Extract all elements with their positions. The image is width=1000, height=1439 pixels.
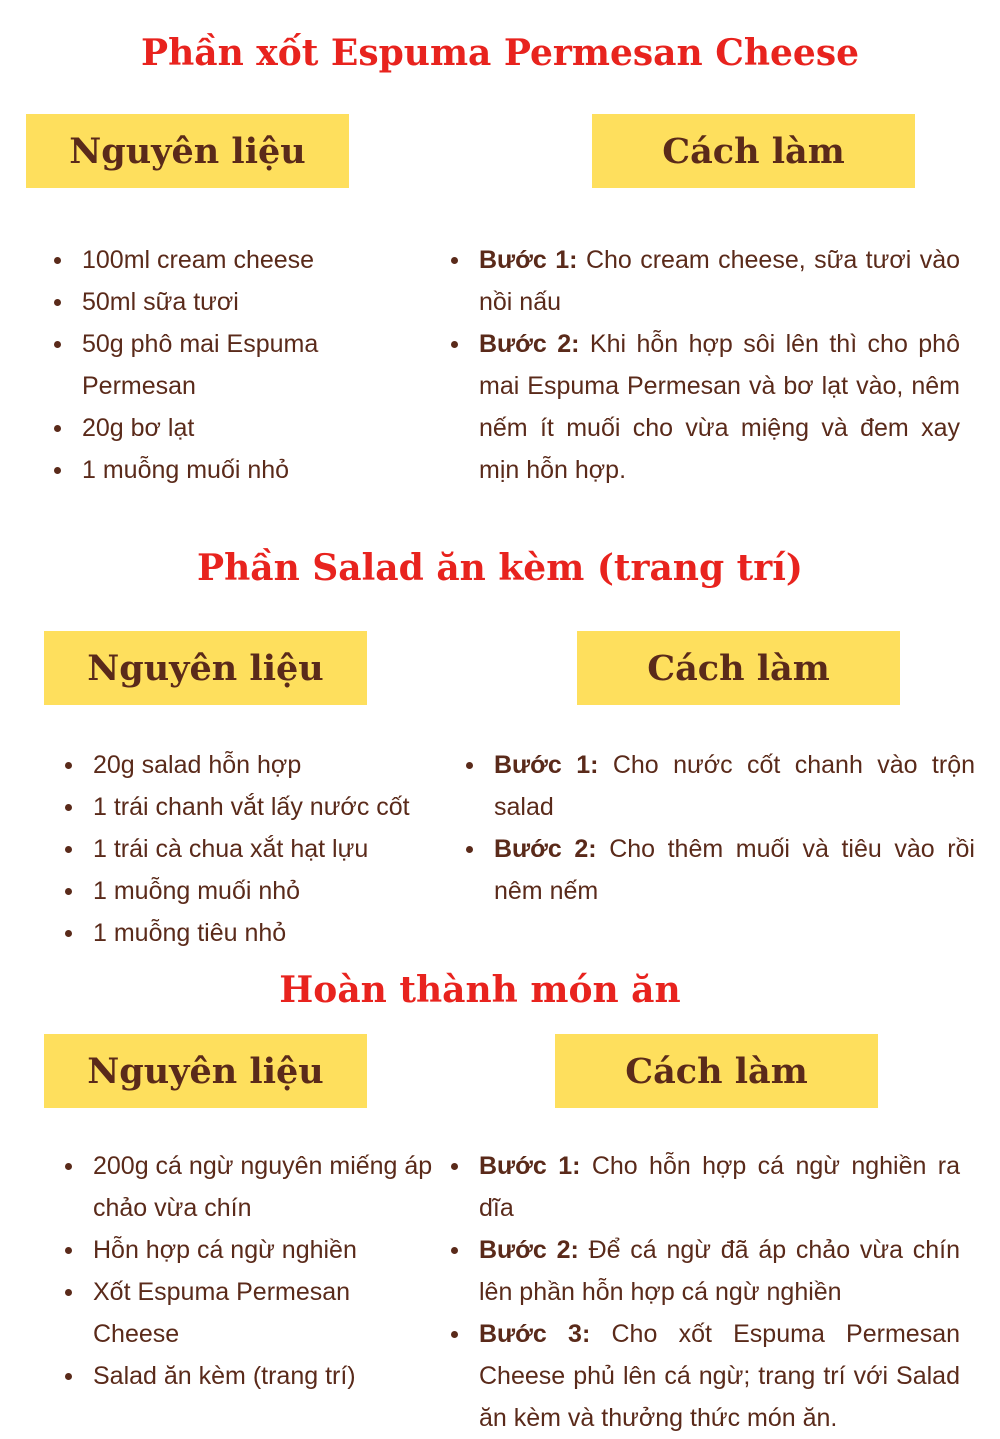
method-badge-finish: Cách làm [555,1034,878,1108]
step-text: Cho thêm muối và tiêu vào rồi nêm nếm [494,835,975,905]
list-item: 20g salad hỗn hợp [63,744,433,786]
ingredients-badge-salad: Nguyên liệu [44,631,367,705]
list-item: 1 muỗng muối nhỏ [63,870,433,912]
step-text: Cho xốt Espuma Permesan Cheese phủ lên cá ngừ; trang trí với Salad ăn kèm và thưởng thức món ăn. [479,1320,960,1432]
list-item: 100ml cream cheese [52,239,352,281]
ingredients-list-salad [63,744,433,954]
list-item: 1 muỗng tiêu nhỏ [63,912,433,954]
list-item: 200g cá ngừ nguyên miếng áp chảo vừa chín [63,1145,435,1229]
steps-list-finish [451,1145,960,1439]
ingredients-badge-finish: Nguyên liệu [44,1034,367,1108]
list-item: 1 trái cà chua xắt hạt lựu [63,828,433,870]
step-text: Để cá ngừ đã áp chảo vừa chín lên phần hỗn hợp cá ngừ nghiền [479,1236,961,1306]
method-badge-salad: Cách làm [577,631,900,705]
section-title-sauce: Phần xốt Espuma Permesan Cheese [141,32,859,74]
step-item [466,828,975,912]
step-label: Bước 2: [479,330,580,358]
section-title-salad: Phần Salad ăn kèm (trang trí) [197,547,803,589]
ingredients-list-sauce [52,239,352,491]
step-item [451,1313,960,1439]
steps-list-sauce [451,239,960,491]
method-badge-sauce: Cách làm [592,114,915,188]
section-title-finish: Hoàn thành món ăn [279,969,681,1011]
step-label: Bước 2: [479,1236,579,1264]
step-item [466,744,975,828]
step-text: Cho cream cheese, sữa tươi vào nồi nấu [479,246,961,316]
step-label: Bước 1: [479,246,578,274]
step-label: Bước 1: [479,1152,581,1180]
ingredients-badge-sauce: Nguyên liệu [26,114,349,188]
step-text: Cho nước cốt chanh vào trộn salad [494,751,975,821]
step-label: Bước 1: [494,751,599,779]
list-item: 50g phô mai Espuma Permesan [52,323,352,407]
steps-list-salad [466,744,975,912]
step-text: Cho hỗn hợp cá ngừ nghiền ra dĩa [479,1152,961,1222]
step-label: Bước 3: [479,1320,591,1348]
list-item: Xốt Espuma Permesan Cheese [63,1271,435,1355]
step-item [451,239,960,323]
list-item: 1 trái chanh vắt lấy nước cốt [63,786,433,828]
step-item [451,1229,960,1313]
step-item [451,1145,960,1229]
list-item: Salad ăn kèm (trang trí) [63,1355,435,1397]
list-item: Hỗn hợp cá ngừ nghiền [63,1229,435,1271]
list-item: 20g bơ lạt [52,407,352,449]
list-item: 50ml sữa tươi [52,281,352,323]
step-item [451,323,960,491]
ingredients-list-finish [63,1145,435,1397]
step-text: Khi hỗn hợp sôi lên thì cho phô mai Espuma Permesan và bơ lạt vào, nêm nếm ít muối cho vừa miệng và đem xay mịn hỗn hợp. [479,330,960,484]
list-item: 1 muỗng muối nhỏ [52,449,352,491]
step-label: Bước 2: [494,835,597,863]
